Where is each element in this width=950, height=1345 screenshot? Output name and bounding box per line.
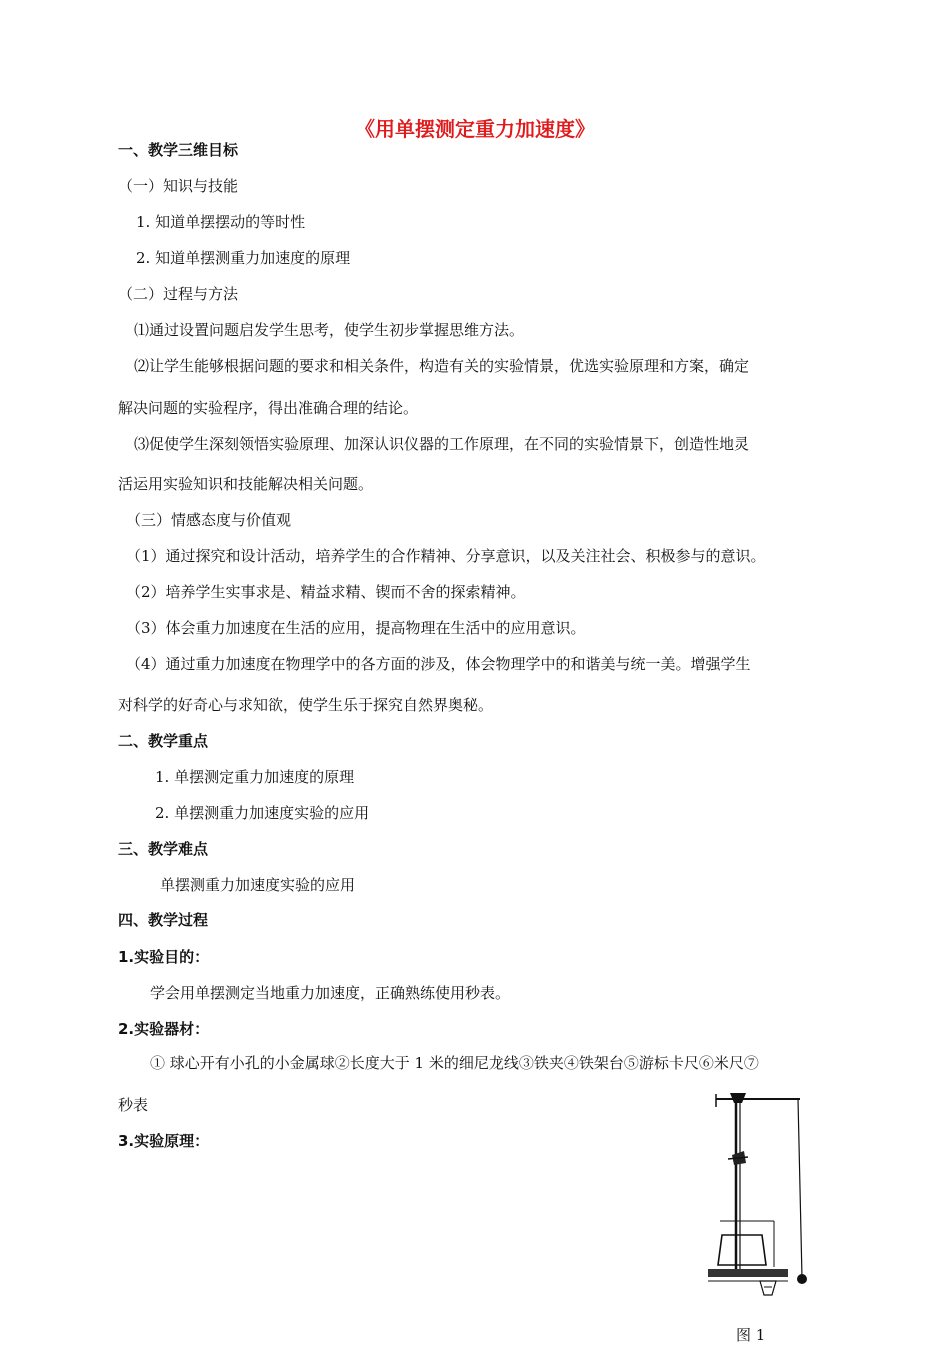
- paragraph: 秒表: [118, 1096, 149, 1114]
- list-item: 1. 单摆测定重力加速度的原理: [155, 768, 355, 786]
- paragraph: （1）通过探究和设计活动，培养学生的合作精神、分享意识，以及关注社会、积极参与的意识。: [126, 547, 766, 565]
- subheading-attitude-values: （三）情感态度与价值观: [126, 511, 292, 529]
- subheading-purpose: 1.实验目的：: [118, 948, 210, 966]
- list-item: 1. 知道单摆摆动的等时性: [136, 213, 306, 231]
- pendulum-stand-illustration: [700, 1085, 820, 1305]
- section-heading-difficulties: 三、教学难点: [118, 840, 209, 858]
- paragraph: 单摆测重力加速度实验的应用: [160, 876, 356, 894]
- section-heading-objectives: 一、教学三维目标: [118, 141, 239, 159]
- figure-caption: 图 1: [736, 1326, 766, 1344]
- paragraph: （4）通过重力加速度在物理学中的各方面的涉及，体会物理学中的和谐美与统一美。增强学生: [126, 655, 751, 673]
- paragraph: ① 球心开有小孔的小金属球②长度大于 1 米的细尼龙线③铁夹④铁架台⑤游标卡尺⑥米尺⑦: [150, 1054, 759, 1072]
- section-heading-process: 四、教学过程: [118, 911, 209, 929]
- subheading-process-method: （二）过程与方法: [118, 285, 239, 303]
- paragraph: 活运用实验知识和技能解决相关问题。: [118, 475, 374, 493]
- section-heading-key-points: 二、教学重点: [118, 732, 209, 750]
- list-item: 2. 知道单摆测重力加速度的原理: [136, 249, 351, 267]
- paragraph: ⑴通过设置问题启发学生思考，使学生初步掌握思维方法。: [134, 321, 525, 339]
- paragraph: ⑵让学生能够根据问题的要求和相关条件，构造有关的实验情景，优选实验原理和方案，确定: [134, 357, 750, 375]
- paragraph: 解决问题的实验程序，得出准确合理的结论。: [118, 399, 419, 417]
- paragraph: （2）培养学生实事求是、精益求精、锲而不舍的探索精神。: [126, 583, 526, 601]
- paragraph: ⑶促使学生深刻领悟实验原理、加深认识仪器的工作原理，在不同的实验情景下，创造性地灵: [134, 435, 750, 453]
- subheading-equipment: 2.实验器材：: [118, 1020, 210, 1038]
- paragraph: （3）体会重力加速度在生活的应用，提高物理在生活中的应用意识。: [126, 619, 586, 637]
- subheading-principle: 3.实验原理：: [118, 1132, 210, 1150]
- paragraph: 对科学的好奇心与求知欲，使学生乐于探究自然界奥秘。: [118, 696, 494, 714]
- paragraph: 学会用单摆测定当地重力加速度，正确熟练使用秒表。: [150, 984, 511, 1002]
- list-item: 2. 单摆测重力加速度实验的应用: [155, 804, 370, 822]
- document-title: 《用单摆测定重力加速度》: [355, 117, 595, 141]
- subheading-knowledge-skills: （一）知识与技能: [118, 177, 239, 195]
